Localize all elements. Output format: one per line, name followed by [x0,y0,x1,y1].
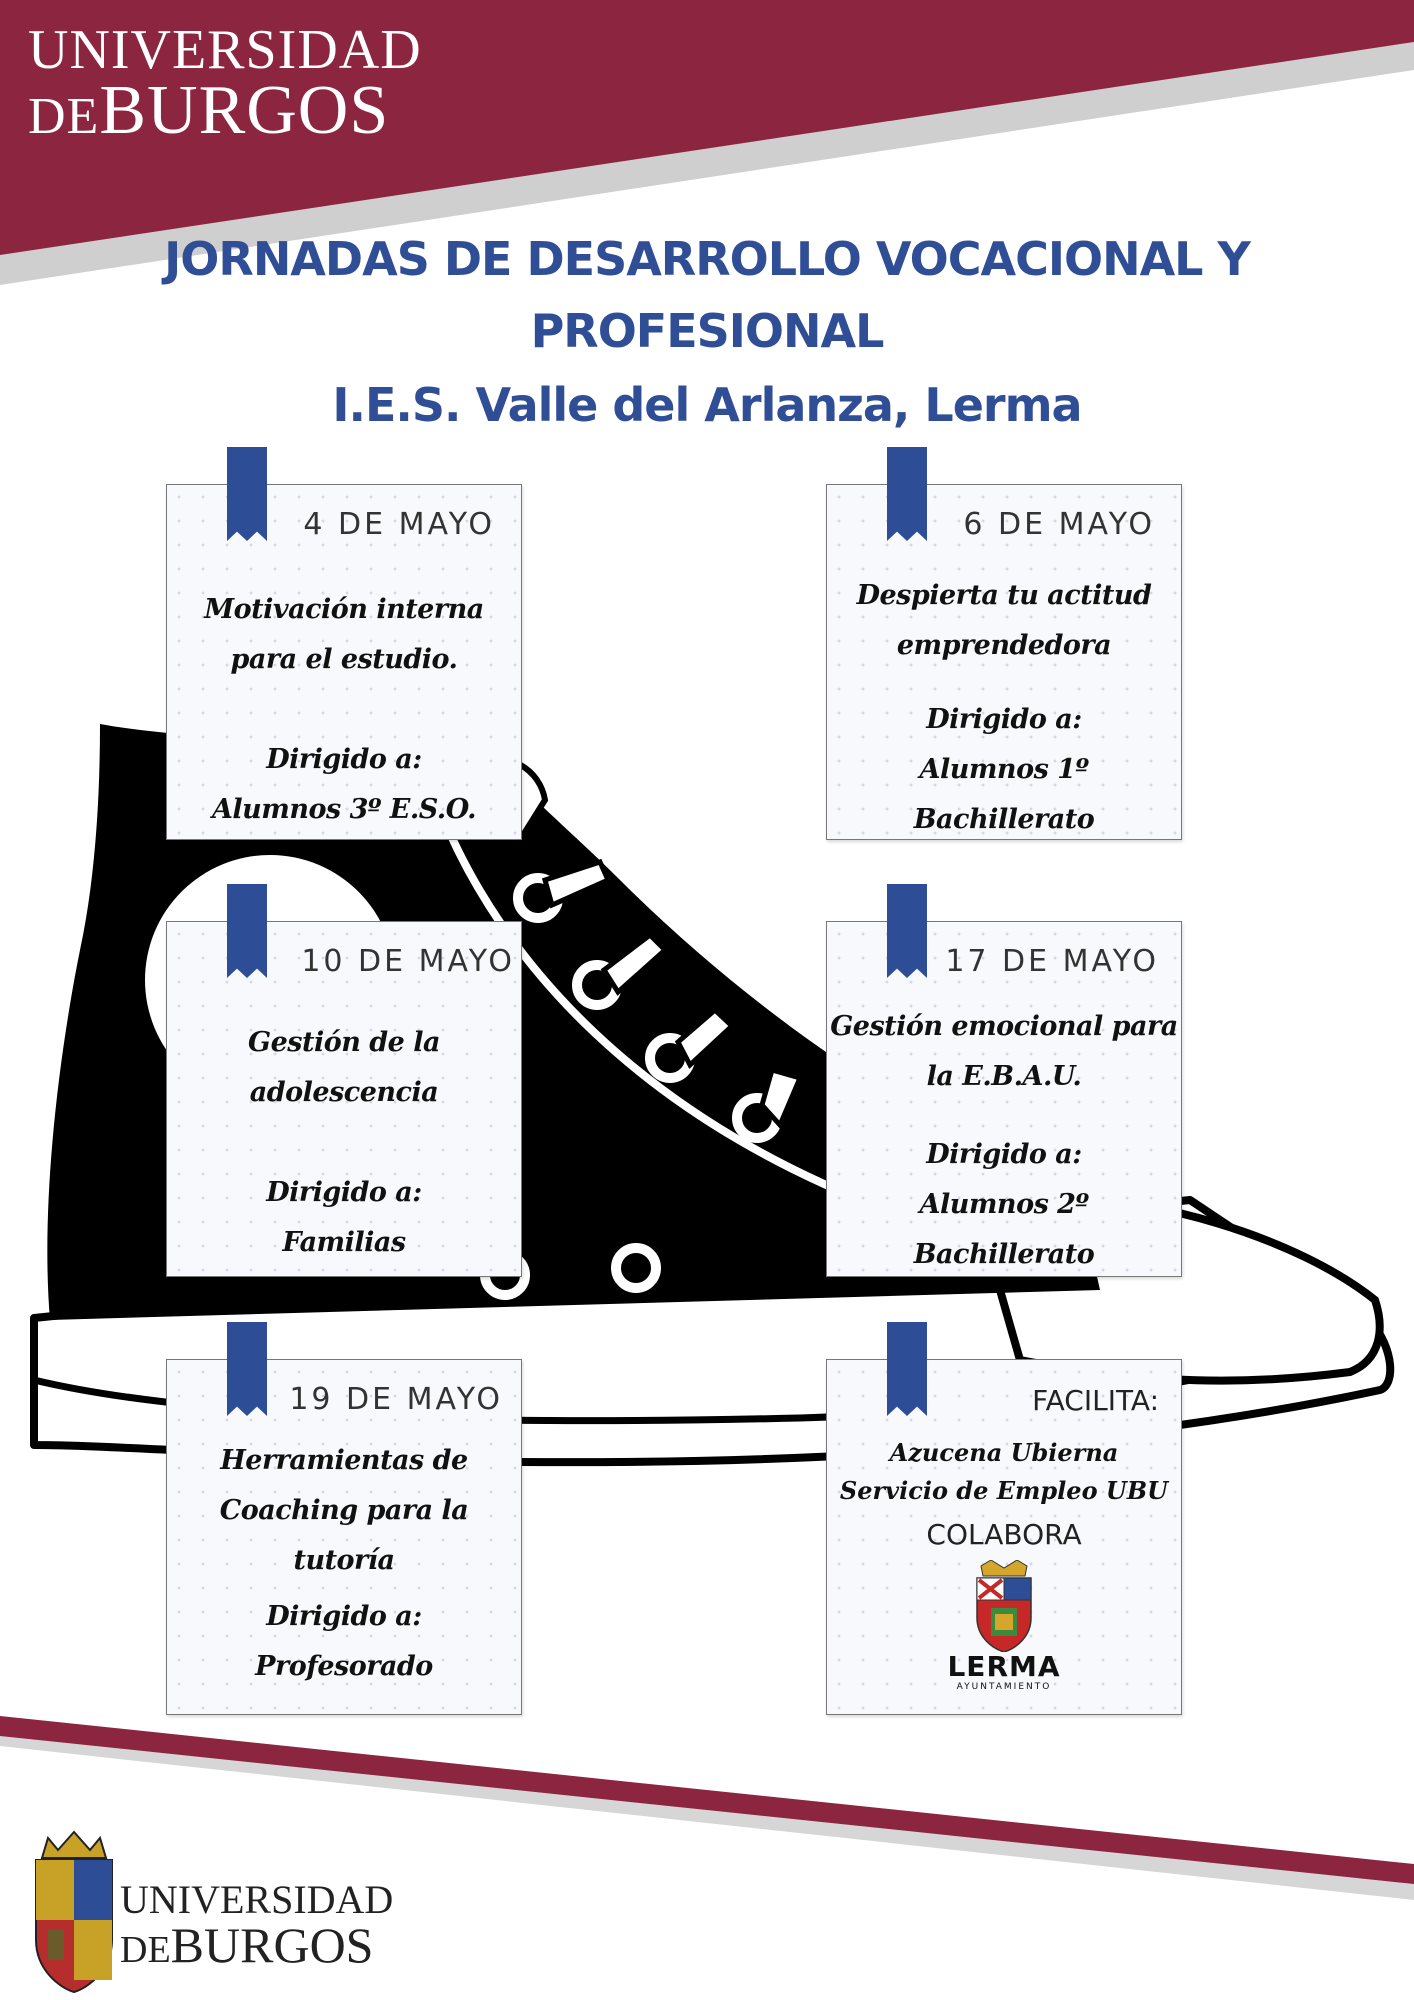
logo-bottom-line1: UNIVERSIDAD [120,1877,394,1922]
university-crest-icon [36,1832,112,1992]
session-date: 4 DE MAYO [303,507,495,542]
session-topic: Herramientas de Coaching para la tutoría [219,1445,469,1576]
logo-top-burgos: BURGOS [99,72,390,149]
facilitator-name: Azucena Ubierna Servicio de Empleo UBU [839,1438,1169,1505]
lerma-logo-name: LERMA [947,1650,1061,1683]
bookmark-ribbon [887,1322,927,1416]
title-line2: PROFESIONAL [530,304,884,358]
session-card-19-mayo [166,1359,522,1715]
bookmark-ribbon [887,447,927,541]
university-logo-bottom [120,1877,394,1973]
session-date: 10 DE MAYO [301,944,515,979]
bookmark-ribbon [227,884,267,978]
lerma-shield-icon [971,1560,1037,1652]
logo-top-line2 [28,72,422,149]
session-audience: Dirigido a: Profesorado [255,1601,433,1682]
title-line3: I.E.S. Valle del Arlanza, Lerma [332,378,1082,432]
logo-bottom-line2 [120,1917,393,1973]
credits-card [826,1359,1182,1715]
logo-top-line1: UNIVERSIDAD [28,19,422,81]
session-topic: Despierta tu actitud emprendedora [856,580,1152,661]
session-card-6-mayo [826,484,1182,840]
session-audience: Dirigido a: Alumnos 1º Bachillerato [913,704,1095,835]
session-audience: Dirigido a: Alumnos 2º Bachillerato [913,1139,1095,1270]
university-logo-top [28,19,422,149]
session-date: 17 DE MAYO [945,944,1159,979]
facilita-label: FACILITA: [1032,1384,1159,1417]
logo-bottom-burgos: BURGOS [170,1917,374,1973]
session-date: 19 DE MAYO [289,1382,503,1417]
bookmark-ribbon [227,1322,267,1416]
session-audience: Dirigido a: Familias [266,1177,422,1258]
session-topic: Motivación interna para el estudio. [204,594,484,675]
session-topic: Gestión de la adolescencia [248,1027,440,1108]
session-card-4-mayo [166,484,522,840]
title-line1: JORNADAS DE DESARROLLO VOCACIONAL Y [164,232,1250,286]
session-audience: Dirigido a: Alumnos 3º E.S.O. [211,744,477,825]
logo-bottom-de: DE [120,1929,171,1971]
session-card-10-mayo [166,921,522,1277]
bookmark-ribbon [887,884,927,978]
bottom-band [0,1716,1414,1884]
session-card-17-mayo [826,921,1182,1277]
bookmark-ribbon [227,447,267,541]
logo-top-de: DE [28,88,100,145]
colabora-label: COLABORA [926,1518,1082,1551]
lerma-logo-sub: AYUNTAMIENTO [956,1682,1052,1692]
session-date: 6 DE MAYO [963,507,1155,542]
session-topic: Gestión emocional para la E.B.A.U. [830,1011,1178,1092]
